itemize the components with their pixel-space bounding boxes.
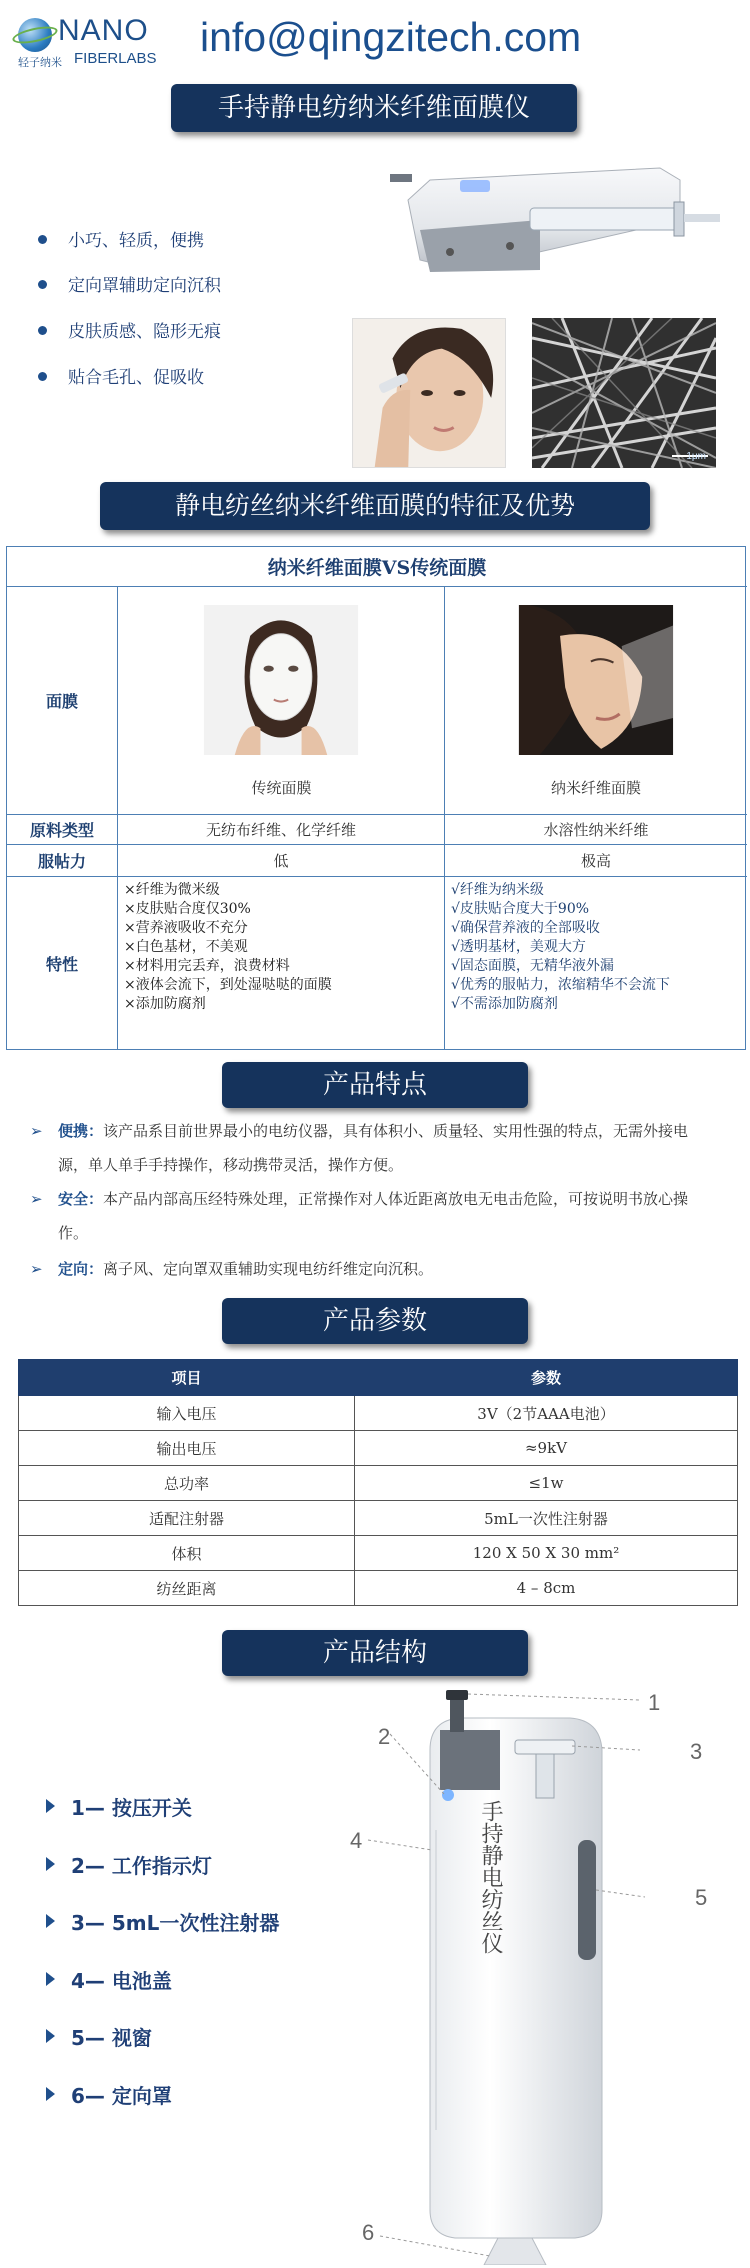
callout-2: 2 (378, 1724, 391, 1749)
traditional-mask-cell (118, 587, 445, 815)
bullet-dot-icon (38, 235, 47, 244)
triangle-bullet-icon (46, 1972, 55, 1986)
header-value: 参数 (355, 1360, 738, 1396)
traditional-mask-caption: 传统面膜 (251, 779, 312, 797)
callout-1: 1 (648, 1690, 661, 1715)
feature-item: √固态面膜，无精华液外漏 (451, 958, 614, 974)
param-name: 输入电压 (19, 1396, 355, 1431)
row-label-feature: 特性 (7, 877, 118, 1049)
params-header-row (19, 1360, 738, 1396)
sem-nanofiber-image (532, 318, 716, 468)
nano-material: 水溶性纳米纤维 (445, 815, 747, 845)
contact-email[interactable]: info@qingzitech.com (200, 14, 582, 60)
callout-3: 3 (690, 1739, 703, 1764)
feature-item: √透明基材，美观大方 (451, 939, 586, 955)
structure-item: 3— 5mL一次性注射器 (46, 1907, 279, 1937)
nano-mask-caption: 纳米纤维面膜 (550, 779, 641, 797)
features-banner: 静电纺丝纳米纤维面膜的特征及优势 (100, 482, 650, 530)
hero-bullet: 定向罩辅助定向沉积 (38, 271, 318, 301)
nanofiber-texture (532, 318, 716, 468)
title-banner: 手持静电纺纳米纤维面膜仪 (171, 84, 577, 132)
sem-scale-label: 1μm (686, 451, 706, 462)
feature-item: √确保营养液的全部吸收 (451, 920, 600, 936)
triangle-bullet-icon (46, 1857, 55, 1871)
structure-item: 2— 工作指示灯 (46, 1850, 212, 1880)
structure-item: 1— 按压开关 (46, 1792, 192, 1822)
feature-directional: ➢ 定向：离子风、定向罩双重辅助实现电纺纤维定向沉积。 (30, 1252, 730, 1286)
device-vertical-text: 手持静电纺丝仪 (478, 1800, 503, 1954)
feature-safe: ➢ 安全：本产品内部高压经特殊处理，正常操作对人体近距离放电无电击危险，可按说明书放心操作。 (30, 1182, 730, 1250)
bullet-dot-icon (38, 326, 47, 335)
hero-bullet: 皮肤质感、隐形无痕 (38, 317, 318, 347)
bullet-dot-icon (38, 280, 47, 289)
traditional-adhesion: 低 (118, 845, 445, 877)
structure-item: 6— 定向罩 (46, 2080, 172, 2110)
feature-item: √不需添加防腐剂 (451, 996, 558, 1012)
param-value: 5mL一次性注射器 (355, 1501, 738, 1536)
device-illustration (390, 160, 730, 310)
table-row (19, 1396, 738, 1431)
structure-item: 5— 视窗 (46, 2022, 152, 2052)
traditional-mask-photo (171, 605, 391, 755)
nano-adhesion: 极高 (445, 845, 747, 877)
arrow-bullet-icon: ➢ (30, 1190, 43, 1208)
feature-portable: ➢ 便携：该产品系目前世界最小的电纺仪器，具有体积小、质量轻、实用性强的特点，无需外接电源，单人单手手持操作，移动携带灵活，操作方便。 (30, 1114, 730, 1182)
comparison-table (6, 546, 746, 1050)
structure-banner: 产品结构 (222, 1630, 528, 1676)
feature-item: ×液体会流下，到处湿哒哒的面膜 (124, 977, 332, 993)
table-row (19, 1466, 738, 1501)
nano-mask-cell (445, 587, 747, 815)
param-value: ≤1w (355, 1466, 738, 1501)
bullet-dot-icon (38, 372, 47, 381)
param-name: 总功率 (19, 1466, 355, 1501)
param-name: 适配注射器 (19, 1501, 355, 1536)
triangle-bullet-icon (46, 1914, 55, 1928)
feature-item: ×添加防腐剂 (124, 996, 206, 1012)
company-logo (18, 14, 168, 68)
logo-chinese-text: 轻子纳米 (18, 56, 62, 69)
triangle-bullet-icon (46, 2029, 55, 2043)
hero-bullet: 贴合毛孔、促吸收 (38, 363, 318, 393)
feature-item: ×材料用完丢弃，浪费材料 (124, 958, 290, 974)
structure-item: 4— 电池盖 (46, 1965, 172, 1995)
feature-item: √皮肤贴合度大于90% (451, 901, 590, 917)
arrow-bullet-icon: ➢ (30, 1260, 43, 1278)
nano-mask-photo (496, 605, 696, 755)
feature-item: ×白色基材，不美观 (124, 939, 248, 955)
header-item: 项目 (19, 1360, 355, 1396)
product-features-banner: 产品特点 (222, 1062, 528, 1108)
callout-4: 4 (350, 1828, 363, 1853)
header (0, 0, 750, 80)
feature-item: ×营养液吸收不充分 (124, 920, 248, 936)
triangle-bullet-icon (46, 1799, 55, 1813)
traditional-material: 无纺布纤维、化学纤维 (118, 815, 445, 845)
feature-item: ×纤维为微米级 (124, 882, 220, 898)
table-row (19, 1501, 738, 1536)
traditional-feature-list (118, 877, 445, 1049)
callout-5: 5 (695, 1885, 708, 1910)
feature-item: ×皮肤贴合度仅30% (124, 901, 251, 917)
triangle-bullet-icon (46, 2087, 55, 2101)
row-label-material: 原料类型 (7, 815, 118, 845)
table-row (19, 1431, 738, 1466)
param-value: ≈9kV (355, 1431, 738, 1466)
row-label-adhesion: 服帖力 (7, 845, 118, 877)
nano-feature-list (445, 877, 747, 1049)
table-row (19, 1571, 738, 1606)
param-name: 输出电压 (19, 1431, 355, 1466)
feature-item: √纤维为纳米级 (451, 882, 544, 898)
face-application-photo (352, 318, 506, 468)
callout-6: 6 (362, 2220, 375, 2245)
params-table (18, 1359, 738, 1606)
feature-item: √优秀的服帖力，浓缩精华不会流下 (451, 977, 670, 993)
param-value: 120 X 50 X 30 mm² (355, 1536, 738, 1571)
row-label-mask: 面膜 (7, 587, 118, 815)
logo-nano-text: NANO (58, 14, 149, 47)
logo-fiberlabs-text: FIBERLABS (74, 50, 157, 67)
device-structure-illustration (340, 1690, 710, 2265)
comparison-title: 纳米纤维面膜VS传统面膜 (7, 547, 747, 587)
hero-bullet: 小巧、轻质，便携 (38, 226, 318, 256)
arrow-bullet-icon: ➢ (30, 1122, 43, 1140)
param-name: 纺丝距离 (19, 1571, 355, 1606)
param-value: 4 – 8cm (355, 1571, 738, 1606)
table-row (19, 1536, 738, 1571)
param-name: 体积 (19, 1536, 355, 1571)
params-banner: 产品参数 (222, 1298, 528, 1344)
param-value: 3V（2节AAA电池） (355, 1396, 738, 1431)
